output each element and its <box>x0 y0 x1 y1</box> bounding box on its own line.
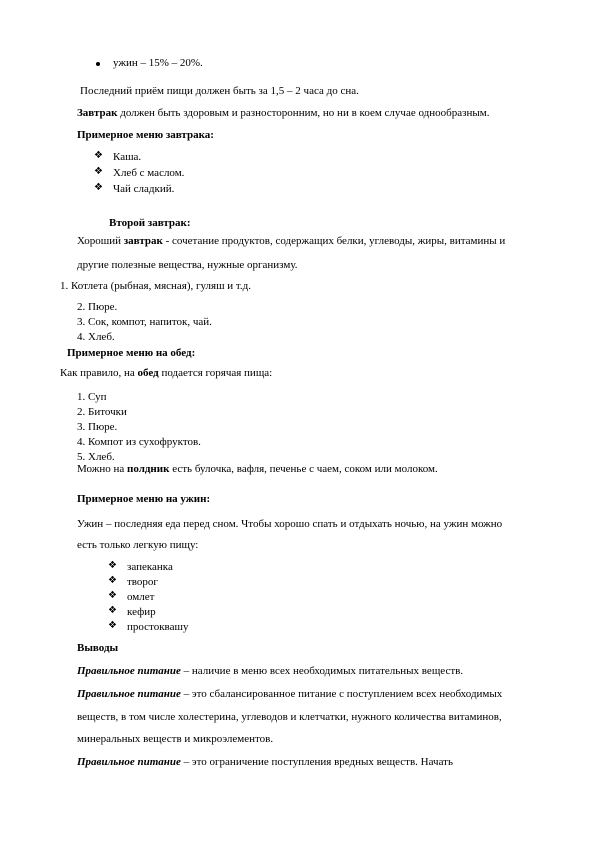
last-meal-text: Последний приём пищи должен быть за 1,5 – 2 часа до сна. <box>80 85 359 97</box>
lunch-item: 5. Хлеб. <box>77 451 115 463</box>
bullet-dot-icon <box>96 62 100 66</box>
lunch-paragraph <box>60 366 272 380</box>
dinner-item: простоквашу <box>127 621 189 633</box>
lunch-item: 4. Компот из сухофруктов. <box>77 436 201 448</box>
dinner-item: омлет <box>127 591 155 603</box>
diamond-bullet-icon: ❖ <box>94 150 103 161</box>
good-word: завтрак <box>123 235 163 247</box>
conclusion-2-line2: веществ, в том числе холестерина, углеводов и клетчатки, нужного количества витаминов, <box>77 711 502 723</box>
list-item: 4. Хлеб. <box>77 331 115 343</box>
dinner-paragraph: Ужин – последняя еда перед сном. Чтобы хорошо спать и отдыхать ночью, на ужин можно <box>77 518 503 530</box>
conclusion-3-rest: – это ограничение поступления вредных веществ. Начать <box>180 756 453 768</box>
dinner-menu-title: Примерное меню на ужин: <box>77 493 211 505</box>
breakfast-item: Чай сладкий. <box>113 183 175 195</box>
diamond-bullet-icon: ❖ <box>108 605 117 616</box>
diamond-bullet-icon: ❖ <box>108 590 117 601</box>
breakfast-rest: должен быть здоровым и разносторонним, но ни в коем случае однообразным. <box>117 107 490 119</box>
good-breakfast-paragraph <box>77 234 505 248</box>
lunch-prefix: Как правило, на <box>60 367 138 379</box>
conclusion-1-rest: – наличие в меню всех необходимых питательных веществ. <box>180 665 464 677</box>
diamond-bullet-icon: ❖ <box>108 575 117 586</box>
diamond-bullet-icon: ❖ <box>94 182 103 193</box>
dinner-item: кефир <box>127 606 156 618</box>
breakfast-item: Хлеб с маслом. <box>113 167 185 179</box>
snack-prefix: Можно на <box>77 463 127 475</box>
conclusion-1 <box>77 664 463 678</box>
conclusion-term: Правильное питание <box>77 756 181 768</box>
breakfast-paragraph <box>77 106 489 120</box>
lunch-item: 2. Биточки <box>77 406 127 418</box>
good-prefix: Хороший <box>77 235 124 247</box>
second-breakfast-title: Второй завтрак: <box>109 217 191 229</box>
lunch-item: 3. Пюре. <box>77 421 118 433</box>
dinner-item: творог <box>127 576 158 588</box>
meal-share-dinner: ужин – 15% – 20%. <box>113 57 203 69</box>
breakfast-word: Завтрак <box>77 107 118 119</box>
diamond-bullet-icon: ❖ <box>108 620 117 631</box>
snack-paragraph <box>77 462 438 476</box>
lunch-word: обед <box>137 367 159 379</box>
breakfast-menu-title: Примерное меню завтрака: <box>77 129 214 141</box>
diamond-bullet-icon: ❖ <box>94 166 103 177</box>
good-breakfast-line2: другие полезные вещества, нужные организму. <box>77 259 298 271</box>
good-rest: - сочетание продуктов, содержащих белки, углеводы, жиры, витамины и <box>162 235 506 247</box>
list-item: 2. Пюре. <box>77 301 118 313</box>
breakfast-item: Каша. <box>113 151 142 163</box>
conclusion-2-rest: – это сбалансированное питание с поступлением всех необходимых <box>180 688 503 700</box>
lunch-menu-title: Примерное меню на обед: <box>67 347 196 359</box>
conclusion-term: Правильное питание <box>77 688 181 700</box>
diamond-bullet-icon: ❖ <box>108 560 117 571</box>
list-item-cutlet: 1. Котлета (рыбная, мясная), гуляш и т.д. <box>60 280 252 292</box>
conclusions-title: Выводы <box>77 642 119 654</box>
conclusion-3 <box>77 755 453 769</box>
snack-word: полдник <box>127 463 170 475</box>
conclusion-term: Правильное питание <box>77 665 181 677</box>
conclusion-2-line3: минеральных веществ и микроэлементов. <box>77 733 274 745</box>
lunch-item: 1. Суп <box>77 391 107 403</box>
lunch-rest: подается горячая пища: <box>158 367 273 379</box>
dinner-item: запеканка <box>127 561 173 573</box>
snack-rest: есть булочка, вафля, печенье с чаем, соком или молоком. <box>169 463 438 475</box>
dinner-paragraph-line2: есть только легкую пищу: <box>77 539 199 551</box>
list-item: 3. Сок, компот, напиток, чай. <box>77 316 212 328</box>
conclusion-2 <box>77 687 502 701</box>
